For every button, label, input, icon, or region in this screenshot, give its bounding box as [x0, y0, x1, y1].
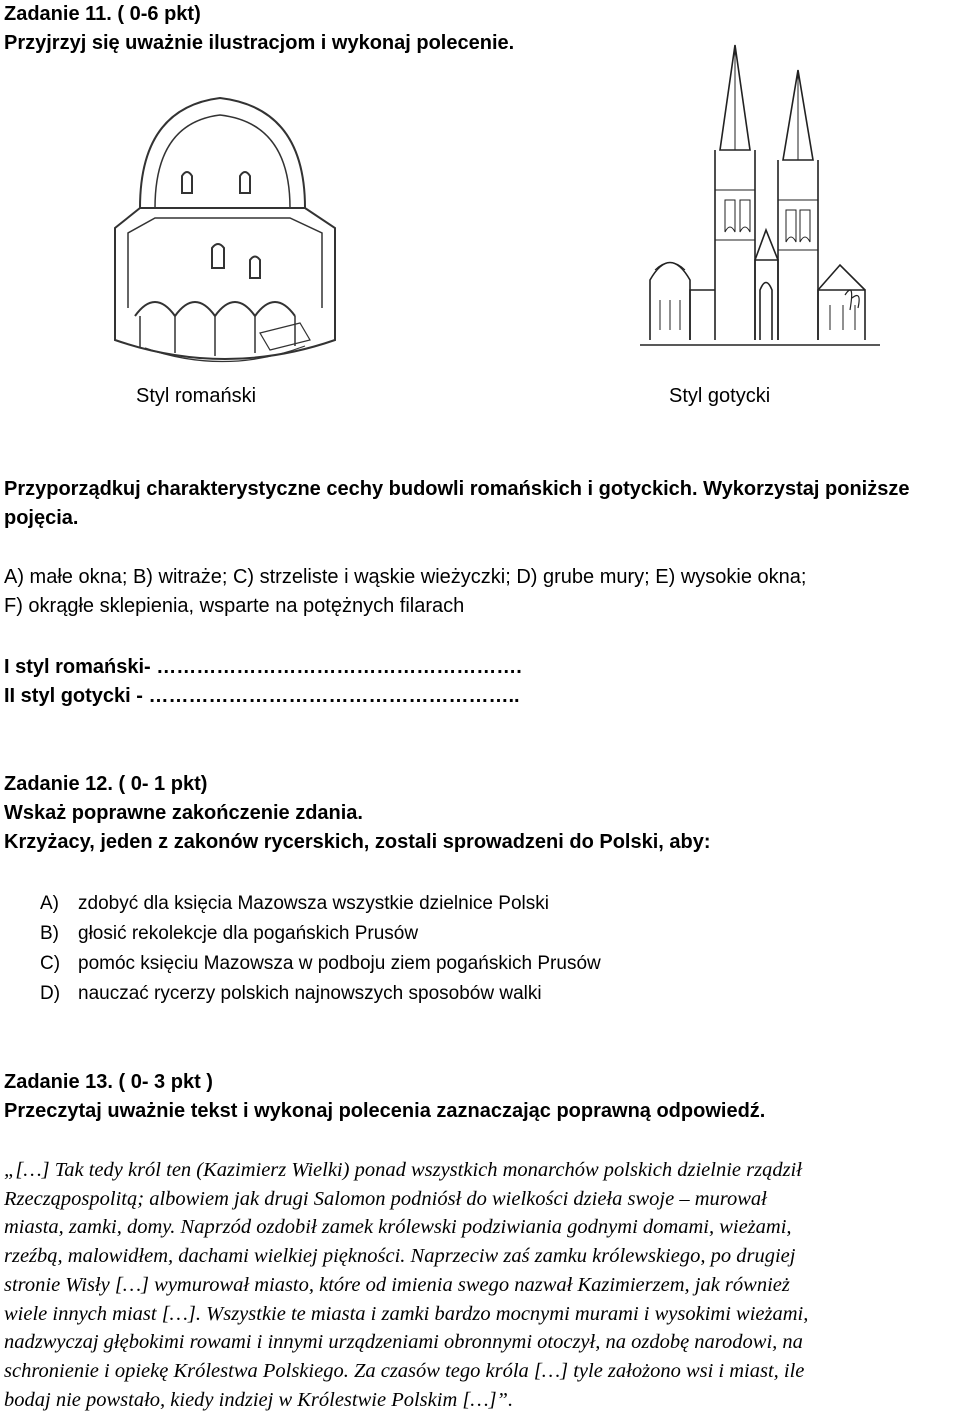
option-letter: A): [40, 893, 59, 914]
task11-heading: Zadanie 11. ( 0-6 pkt): [4, 3, 201, 25]
task13-heading: Zadanie 13. ( 0- 3 pkt ): [4, 1071, 213, 1093]
option-d[interactable]: [40, 979, 601, 1009]
option-b[interactable]: [40, 919, 601, 949]
terms-line2: F) okrągłe sklepienia, wsparte na potężnych filarach: [4, 595, 465, 617]
task13-instruction: Przeczytaj uważnie tekst i wykonaj polecenia zaznaczając poprawną odpowiedź.: [4, 1100, 766, 1122]
option-text: zdobyć dla księcia Mazowsza wszystkie dzielnice Polski: [78, 893, 549, 914]
quote-line: „[…] Tak tedy król ten (Kazimierz Wielki) ponad wszystkich monarchów polskich dzielnie rządził: [4, 1159, 802, 1181]
option-c[interactable]: [40, 949, 601, 979]
task12-header: [4, 770, 711, 857]
option-text: pomóc księciu Mazowsza w podboju ziem pogańskich Prusów: [78, 953, 601, 974]
task12-heading: Zadanie 12. ( 0- 1 pkt): [4, 773, 208, 795]
task11-answers: [4, 653, 522, 711]
quote-line: miasta, zamki, domy. Naprzód ozdobił zamek królewski podziwiania godnymi domami, wieżami,: [4, 1216, 792, 1239]
caption-gothic: Styl gotycki: [669, 385, 771, 407]
option-a[interactable]: [40, 889, 601, 919]
option-letter: C): [40, 953, 61, 974]
quote-line: Rzecząpospolitą; albowiem jak drugi Salomon podniósł do wielkości dzieła swoje – murował: [4, 1187, 767, 1210]
task11-header: [4, 0, 514, 58]
answer-gothic[interactable]: II styl gotycki - ………………………………………………..: [4, 685, 520, 707]
option-text: nauczać rycerzy polskich najnowszych sposobów walki: [78, 983, 542, 1004]
option-letter: B): [40, 923, 59, 944]
task12-stem: Krzyżacy, jeden z zakonów rycerskich, zostali sprowadzeni do Polski, aby:: [4, 831, 711, 853]
quote-line: bodaj nie powstało, kiedy indziej w Królestwie Polskim […]”.: [4, 1388, 514, 1411]
gothic-cathedral-illustration: [640, 40, 890, 380]
task12-instruction: Wskaż poprawne zakończenie zdania.: [4, 802, 363, 824]
task12-options: [40, 889, 601, 1009]
task11-instruction: Przyjrzyj się uważnie ilustracjom i wykonaj polecenie.: [4, 32, 515, 54]
option-letter: D): [40, 983, 61, 1004]
task13-header: [4, 1068, 765, 1126]
quote-line: schronienie i opiekę Królestwa Polskiego. Za czasów tego króla […] tyle założono wsi i miast, ile: [4, 1359, 805, 1382]
task11-task-line2: pojęcia.: [4, 507, 79, 529]
caption-romanesque: Styl romański: [136, 385, 257, 407]
quote-line: rzeźbą, malowidłem, dachami wielkiej piękności. Naprzeciw zaś zamku królewskiego, po drugiej: [4, 1245, 796, 1268]
quote-line: nadzwyczaj głębokimi rowami i innymi urządzeniami obronnymi otoczył, na ozdobę narodowi, na: [4, 1331, 803, 1354]
task11-task: [4, 475, 910, 533]
task13-quote: [4, 1156, 808, 1414]
romanesque-church-illustration: [100, 78, 350, 378]
task11-task-line1: Przyporządkuj charakterystyczne cechy budowli romańskich i gotyckich. Wykorzystaj poniższe: [4, 478, 910, 500]
quote-line: wiele innych miast […]. Wszystkie te miasta i zamki bardzo mocnymi murami i wysokimi wieżami,: [4, 1302, 809, 1325]
answer-romanesque[interactable]: I styl romański- ……………………………………………….: [4, 656, 522, 678]
option-text: głosić rekolekcje dla pogańskich Prusów: [78, 923, 419, 944]
quote-line: stronie Wisły […] wymurował miasto, które od imienia swego nazwał Kazimierzem, jak również: [4, 1273, 790, 1296]
terms-line1: A) małe okna; B) witraże; C) strzeliste i wąskie wieżyczki; D) grube mury; E) wysokie okna;: [4, 566, 807, 588]
task11-terms: [4, 563, 806, 621]
